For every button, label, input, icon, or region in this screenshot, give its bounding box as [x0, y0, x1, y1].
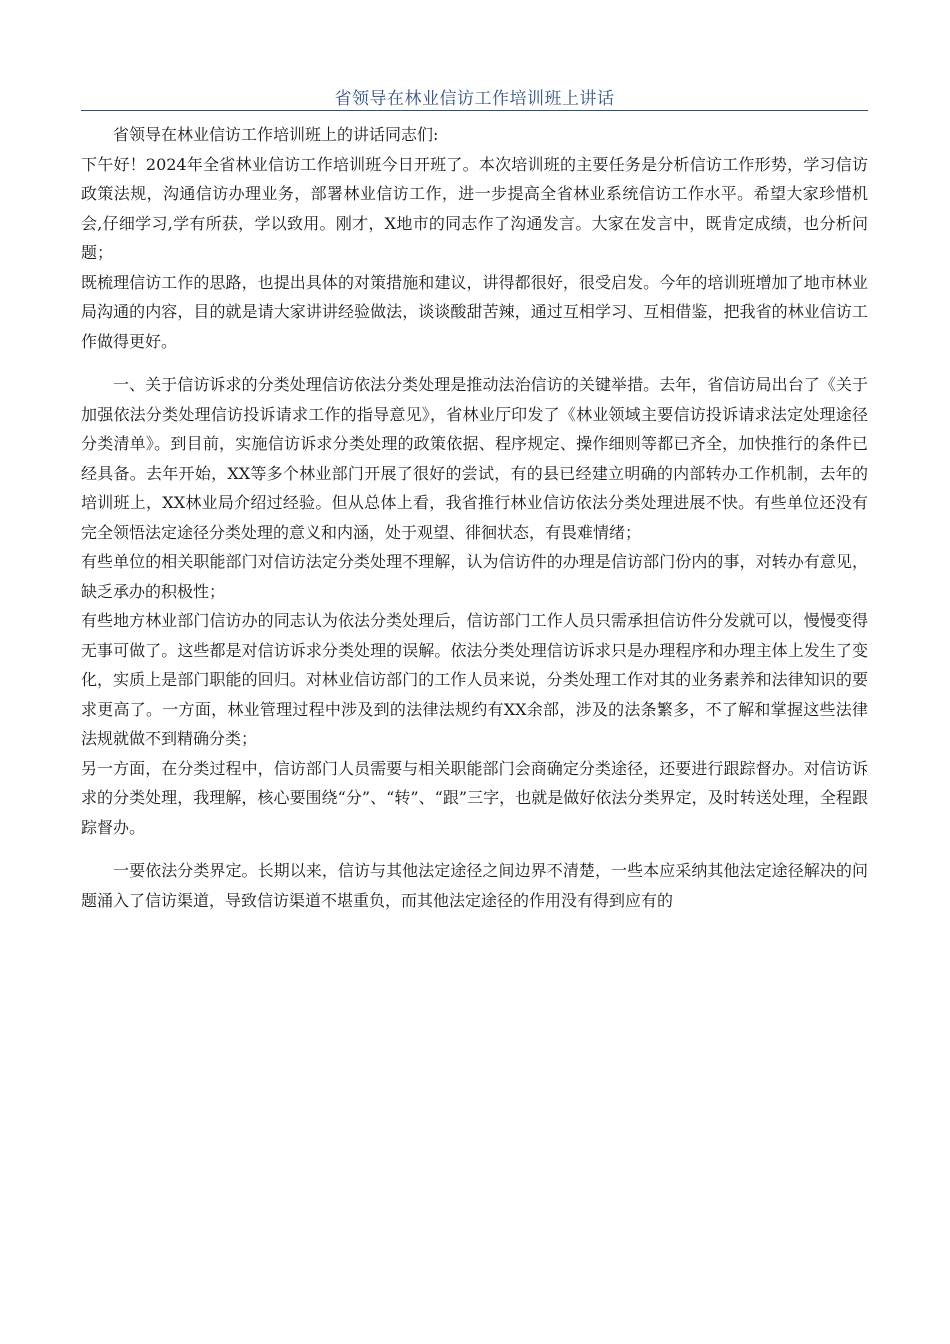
paragraph-greeting: 下午好！2024年全省林业信访工作培训班今日开班了。本次培训班的主要任务是分析信访工作形势，学习信访政策法规，沟通信访办理业务，部署林业信访工作，进一步提高全省林业系统信访工作水平。希望大家珍惜机会,仔细学习,学有所获，学以致用。刚才，X地市的同志作了沟通发言。大家在发言中，既肯定成绩，也分析问题；	[81, 154, 868, 262]
page-header	[81, 80, 868, 111]
paragraph-intro: 省领导在林业信访工作培训班上的讲话同志们:	[113, 125, 439, 144]
paragraph-subsection: 一要依法分类界定。长期以来，信访与其他法定途径之间边界不清楚，一些本应采纳其他法定途径解决的问题涌入了信访渠道，导致信访渠道不堪重负，而其他法定途径的作用没有得到应有的	[81, 861, 868, 910]
page-title: 省领导在林业信访工作培训班上讲话	[334, 89, 615, 109]
document-body	[81, 120, 868, 915]
paragraph: 既梳理信访工作的思路，也提出具体的对策措施和建议，讲得都很好，很受启发。今年的培训班增加了地市林业局沟通的内容，目的就是请大家讲讲经验做法，谈谈酸甜苦辣，通过互相学习、互相借鉴，把我省的林业信访工作做得更好。	[81, 272, 868, 351]
paragraph: 有些地方林业部门信访办的同志认为依法分类处理后，信访部门工作人员只需承担信访件分发就可以，慢慢变得无事可做了。这些都是对信访诉求分类处理的误解。依法分类处理信访诉求只是办理程序和办理主体上发生了变化，实质上是部门职能的回归。对林业信访部门的工作人员来说，分类处理工作对其的业务素养和法律知识的要求更高了。一方面，林业管理过程中涉及到的法律法规约有XX余部，涉及的法条繁多，不了解和掌握这些法律法规就做不到精确分类；	[81, 611, 868, 748]
paragraph-section-one: 一、关于信访诉求的分类处理信访依法分类处理是推动法治信访的关键举措。去年，省信访局出台了《关于加强依法分类处理信访投诉请求工作的指导意见》，省林业厅印发了《林业领域主要信访投诉请求法定处理途径分类清单》。到目前，实施信访诉求分类处理的政策依据、程序规定、操作细则等都已齐全，加快推行的条件已经具备。去年开始，XX等多个林业部门开展了很好的尝试，有的县已经建立明确的内部转办工作机制，去年的培训班上，XX林业局介绍过经验。但从总体上看，我省推行林业信访依法分类处理进展不快。有些单位还没有完全领悟法定途径分类处理的意义和内涵，处于观望、徘徊状态，有畏难情绪；	[81, 375, 868, 542]
paragraph: 另一方面，在分类过程中，信访部门人员需要与相关职能部门会商确定分类途径，还要进行跟踪督办。对信访诉求的分类处理，我理解，核心要围绕“分”、“转”、“跟”三字，也就是做好依法分类界定，及时转送处理，全程跟踪督办。	[81, 758, 868, 837]
paragraph: 有些单位的相关职能部门对信访法定分类处理不理解，认为信访件的办理是信访部门份内的事，对转办有意见，缺乏承办的积极性；	[81, 552, 868, 601]
